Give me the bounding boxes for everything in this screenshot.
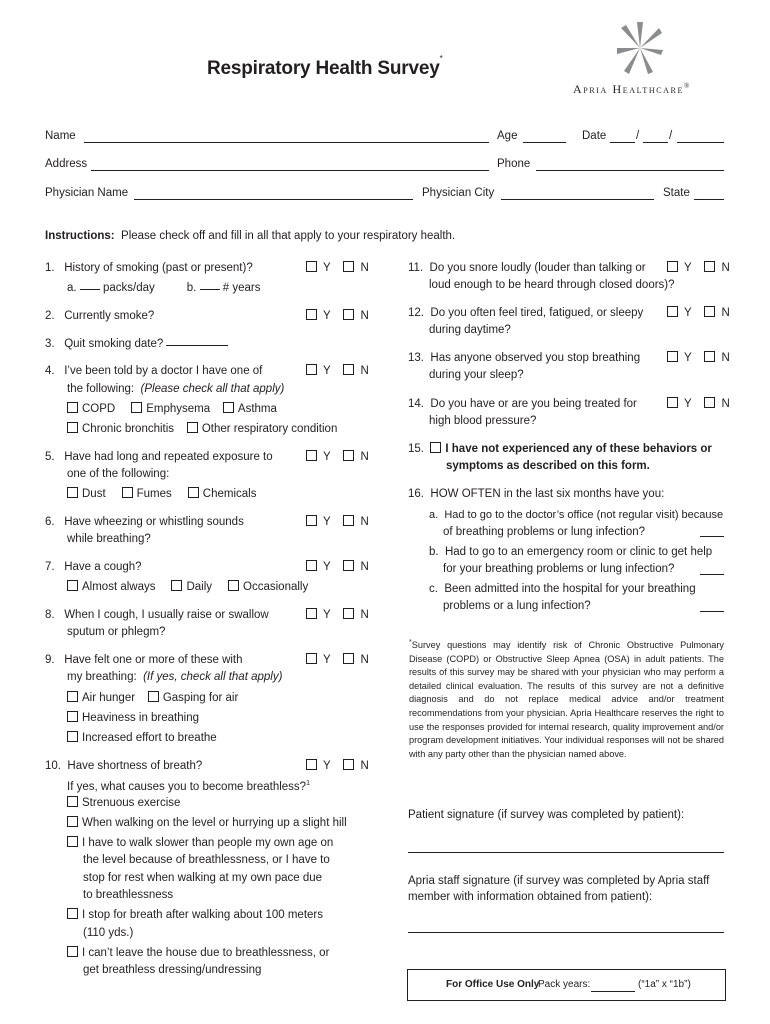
q14-no-checkbox[interactable] (704, 397, 715, 408)
q14-yes-no: Y N (667, 397, 730, 410)
question-15: 15. I have not experienced any of these behaviors or (408, 443, 712, 455)
q12-no-checkbox[interactable] (704, 306, 715, 317)
q4-yes-checkbox[interactable] (306, 364, 317, 375)
question-12: 12. Do you often feel tired, fatigued, or sleepy (408, 307, 644, 319)
address-field[interactable] (91, 170, 489, 171)
q16b-line2: for your breathing problems or lung infection? (443, 563, 675, 575)
q2-yes-checkbox[interactable] (306, 309, 317, 320)
occasionally-checkbox[interactable] (228, 580, 239, 591)
chemicals-checkbox[interactable] (188, 487, 199, 498)
question-8-line2: sputum or phlegm? (67, 626, 166, 638)
q1-sub: a. packs/day b. # years (67, 282, 261, 294)
name-field[interactable] (84, 142, 489, 143)
staff-signature-label: Apria staff signature (if survey was completed by Apria staff (408, 875, 710, 887)
stop-breath-checkbox[interactable] (67, 908, 78, 919)
cant-leave-house-checkbox[interactable] (67, 946, 78, 957)
q13-no-checkbox[interactable] (704, 351, 715, 362)
question-14-line2: high blood pressure? (429, 415, 537, 427)
pack-years-field[interactable] (591, 991, 635, 992)
date-separator: / (636, 130, 640, 142)
other-condition-checkbox[interactable] (187, 422, 198, 433)
q10-option-4: I stop for breath after walking about 100 meters (67, 907, 323, 925)
chronic-bronchitis-checkbox[interactable] (67, 422, 78, 433)
air-hunger-checkbox[interactable] (67, 691, 78, 702)
q16c-field[interactable] (700, 611, 724, 612)
q4-yes-no: Y N (306, 364, 369, 377)
q6-no-checkbox[interactable] (343, 515, 354, 526)
q10-no-checkbox[interactable] (343, 759, 354, 770)
q1-no-checkbox[interactable] (343, 261, 354, 272)
q13-yes-no: Y N (667, 351, 730, 364)
q6-yes-no: Y N (306, 515, 369, 528)
q10-option-4-line2: (110 yds.) (83, 927, 134, 939)
dust-checkbox[interactable] (67, 487, 78, 498)
question-5: 5. Have had long and repeated exposure to (45, 451, 273, 463)
question-2: 2. Currently smoke? (45, 310, 155, 322)
question-9-line2: my breathing: (If yes, check all that apply) (67, 671, 283, 683)
question-10: 10. Have shortness of breath? (45, 760, 203, 772)
q10-option-5: I can’t leave the house due to breathlessness, or (67, 945, 329, 963)
question-13: 13. Has anyone observed you stop breathing (408, 352, 641, 364)
date-label: Date (582, 130, 607, 142)
q4-no-checkbox[interactable] (343, 364, 354, 375)
q10-yes-checkbox[interactable] (306, 759, 317, 770)
strenuous-exercise-checkbox[interactable] (67, 796, 78, 807)
q12-yes-checkbox[interactable] (667, 306, 678, 317)
q10-option-5-line2: get breathless dressing/undressing (83, 964, 262, 976)
patient-signature-field[interactable] (408, 852, 724, 853)
date-year-field[interactable] (677, 142, 724, 143)
question-6-line2: while breathing? (67, 533, 151, 545)
staff-signature-field[interactable] (408, 932, 724, 933)
q7-yes-checkbox[interactable] (306, 560, 317, 571)
state-label: State (663, 187, 690, 199)
question-9: 9. Have felt one or more of these with (45, 654, 243, 666)
daily-checkbox[interactable] (171, 580, 182, 591)
q7-no-checkbox[interactable] (343, 560, 354, 571)
q9-yes-no: Y N (306, 653, 369, 666)
age-field[interactable] (523, 142, 566, 143)
q5-options: Dust Fumes Chemicals (67, 486, 256, 504)
question-3: 3. Quit smoking date? (45, 336, 228, 354)
q9-options-row3: Increased effort to breathe (67, 730, 217, 748)
question-15-line2: symptoms as described on this form. (446, 460, 650, 472)
star-logo-icon (617, 20, 663, 79)
q16c: c. Been admitted into the hospital for your breathing (429, 583, 696, 595)
q2-no-checkbox[interactable] (343, 309, 354, 320)
q10-yes-no: Y N (306, 759, 369, 772)
q16a: a. Had to go to the doctor’s office (not regular visit) because (429, 509, 724, 521)
question-8: 8. When I cough, I usually raise or swallow (45, 609, 269, 621)
q11-yes-checkbox[interactable] (667, 261, 678, 272)
q9-options-row2: Heaviness in breathing (67, 710, 199, 728)
q5-yes-no: Y N (306, 450, 369, 463)
q9-yes-checkbox[interactable] (306, 653, 317, 664)
question-1: 1. History of smoking (past or present)? (45, 262, 253, 274)
question-16: 16. HOW OFTEN in the last six months have you: (408, 488, 665, 500)
question-4: 4. I’ve been told by a doctor I have one of (45, 365, 263, 377)
question-7: 7. Have a cough? (45, 561, 142, 573)
q8-no-checkbox[interactable] (343, 608, 354, 619)
q10-option-2: When walking on the level or hurrying up a slight hill (67, 815, 347, 833)
q8-yes-checkbox[interactable] (306, 608, 317, 619)
q4-options-row1: COPD Emphysema Asthma (67, 401, 277, 419)
q16c-line2: problems or a lung infection? (443, 600, 591, 612)
heaviness-checkbox[interactable] (67, 711, 78, 722)
walk-slower-checkbox[interactable] (67, 836, 78, 847)
patient-signature-label: Patient signature (if survey was completed by patient): (408, 809, 685, 821)
state-field[interactable] (694, 199, 724, 200)
q7-yes-no: Y N (306, 560, 369, 573)
q5-yes-checkbox[interactable] (306, 450, 317, 461)
question-12-line2: during daytime? (429, 324, 511, 336)
q2-yes-no: Y N (306, 309, 369, 322)
q8-yes-no: Y N (306, 608, 369, 621)
q9-options-row1: Air hunger Gasping for air (67, 690, 238, 708)
question-14: 14. Do you have or are you being treated for (408, 398, 637, 410)
name-label: Name (45, 130, 76, 142)
q10-option-3-line2: the level because of breathlessness, or I have to (83, 854, 330, 866)
page-title: Respiratory Health Survey* (207, 53, 443, 79)
physician-city-label: Physician City (422, 187, 495, 199)
q1-yes-checkbox[interactable] (306, 261, 317, 272)
quit-date-field[interactable] (166, 345, 228, 346)
q10-option-3: I have to walk slower than people my own age on (67, 835, 333, 853)
q16a-line2: of breathing problems or lung infection? (443, 526, 646, 538)
q11-no-checkbox[interactable] (704, 261, 715, 272)
asthma-checkbox[interactable] (223, 402, 234, 413)
q13-yes-checkbox[interactable] (667, 351, 678, 362)
emphysema-checkbox[interactable] (131, 402, 142, 413)
q9-no-checkbox[interactable] (343, 653, 354, 664)
question-4-line2: the following: (Please check all that apply) (67, 383, 285, 395)
years-field[interactable] (200, 289, 220, 290)
phone-label: Phone (497, 158, 531, 170)
phone-field[interactable] (536, 170, 724, 171)
question-11-line2: loud enough to be heard through closed doors)? (429, 279, 675, 291)
packs-field[interactable] (80, 289, 100, 290)
office-use-label: For Office Use Only (446, 979, 540, 990)
walking-level-checkbox[interactable] (67, 816, 78, 827)
pack-years-label: Pack years: (538, 979, 591, 990)
office-use-box (407, 969, 726, 1001)
q4-options-row2: Chronic bronchitis Other respiratory condition (67, 421, 337, 439)
q10-option-3-line4: to breathlessness (83, 889, 174, 901)
physician-city-field[interactable] (501, 199, 654, 200)
q1-yes-no: Y N (306, 261, 369, 274)
date-month-field[interactable] (610, 142, 635, 143)
q6-yes-checkbox[interactable] (306, 515, 317, 526)
increased-effort-checkbox[interactable] (67, 731, 78, 742)
q16a-field[interactable] (700, 536, 724, 537)
q5-no-checkbox[interactable] (343, 450, 354, 461)
question-5-line2: one of the following: (67, 468, 170, 480)
age-label: Age (497, 130, 518, 142)
q12-yes-no: Y N (667, 306, 730, 319)
q10-option-1: Strenuous exercise (67, 795, 180, 813)
q15-checkbox[interactable] (430, 442, 441, 453)
q16b-field[interactable] (700, 574, 724, 575)
date-day-field[interactable] (643, 142, 668, 143)
disclaimer-footnote: *Survey questions may identify risk of Chronic Obstructive Pulmonary Disease (COPD) or Obstructive Sleep Apnea (OSA) in adult patients. The results of this survey may be shared with your physician who may perform a detailed clinical evaluation. The results of this survey are not a definitive diagnosis and do not replace medical advice and/or treatment recommendations from your physician. Apria Healthcare reserves the right to use the responses provided for internal research, quality improvement and/or program development initiatives. Your individual responses will not be shared with any party other than the physician named above. (409, 639, 724, 759)
q14-yes-checkbox[interactable] (667, 397, 678, 408)
address-label: Address (45, 158, 88, 170)
question-13-line2: during your sleep? (429, 369, 524, 381)
physician-name-field[interactable] (134, 199, 413, 200)
q11-yes-no: Y N (667, 261, 730, 274)
instructions: Instructions: Please check off and fill in all that apply to your respiratory health. (45, 230, 456, 242)
q10-option-3-line3: stop for rest when walking at my own pace due (83, 872, 323, 884)
date-separator: / (669, 130, 673, 142)
q7-options: Almost always Daily Occasionally (67, 579, 308, 597)
pack-years-formula: (“1a” x “1b”) (638, 979, 691, 990)
almost-always-checkbox[interactable] (67, 580, 78, 591)
question-6: 6. Have wheezing or whistling sounds (45, 516, 244, 528)
physician-name-label: Physician Name (45, 187, 129, 199)
fumes-checkbox[interactable] (122, 487, 133, 498)
brand-name: Apria Healthcare® (573, 82, 691, 96)
gasping-checkbox[interactable] (148, 691, 159, 702)
question-10-line2: If yes, what causes you to become breathless?$^1$ (67, 780, 310, 793)
question-11: 11. Do you snore loudly (louder than talking or (408, 262, 646, 274)
staff-signature-label-line2: member with information obtained from patient): (408, 891, 653, 903)
q16b: b. Had to go to an emergency room or clinic to get help (429, 546, 713, 558)
copd-checkbox[interactable] (67, 402, 78, 413)
